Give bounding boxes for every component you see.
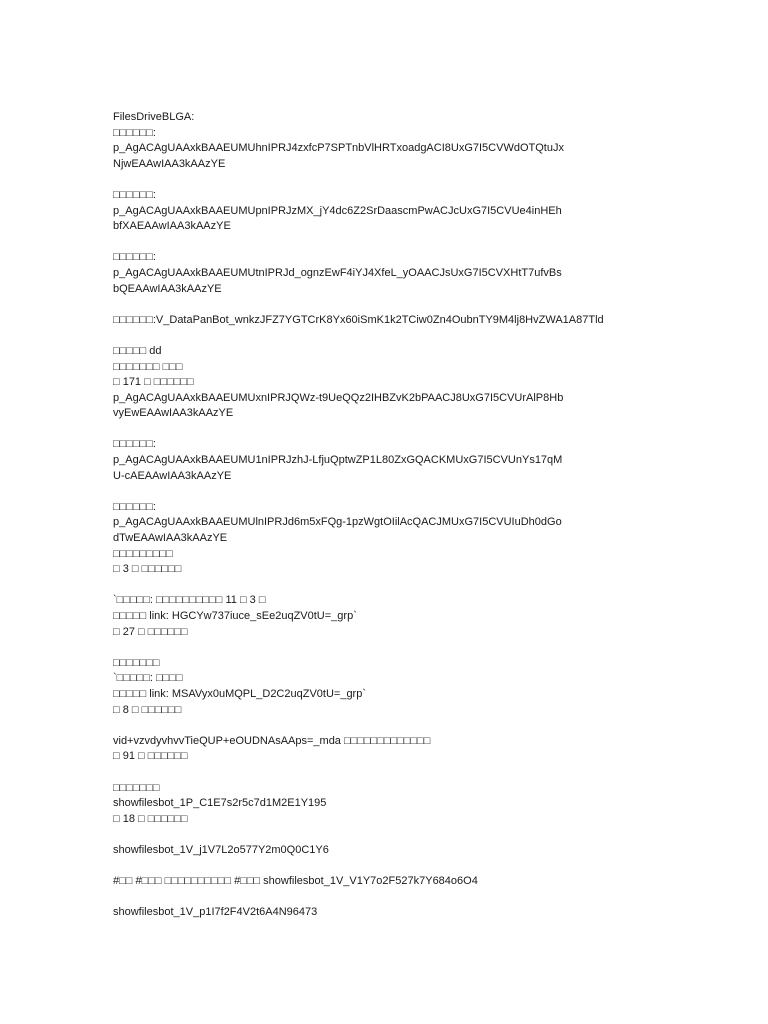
text-line: □ 91 □ □□□□□□ (113, 750, 188, 763)
blank-line (113, 890, 733, 906)
text-line: □□□□□□: (113, 126, 156, 139)
text-line: U-cAEAAwIAA3kAAzYE (113, 469, 232, 482)
document-body (113, 110, 733, 921)
blank-line (113, 578, 733, 594)
text-line: bQEAAwIAA3kAAzYE (113, 282, 222, 295)
text-line: p_AgACAgUAAxkBAAEUMUpnIPRJzMX_jY4dc6Z2SrDaascmPwACJcUxG7I5CVUe4inHEh (113, 204, 562, 217)
text-line: □□□□□ link: HGCYw737iuce_sEe2uqZV0tU=_grp` (113, 610, 357, 622)
text-line: p_AgACAgUAAxkBAAEUMUtnIPRJd_ognzEwF4iYJ4XfeL_yOAACJsUxG7I5CVXHtT7ufvBs (113, 266, 562, 279)
text-line: □ 18 □ □□□□□□ (113, 812, 188, 825)
blank-line (113, 422, 733, 438)
blank-line (113, 297, 733, 313)
blank-line (113, 765, 733, 781)
blank-line (113, 484, 733, 500)
text-line: □□□□□□□ (113, 656, 160, 669)
blank-line (113, 640, 733, 656)
blank-line (113, 328, 733, 344)
text-line: #□□ #□□□ □□□□□□□□□□ #□□□ showfilesbot_1V_V1Y7o2F527k7Y684o6O4 (113, 875, 478, 888)
text-line: □□□□□□: (113, 500, 156, 513)
text-line: NjwEAAwIAA3kAAzYE (113, 157, 226, 170)
text-line: bfXAEAAwIAA3kAAzYE (113, 220, 231, 233)
text-line: p_AgACAgUAAxkBAAEUMUxnIPRJQWz-t9UeQQz2IHBZvK2bPAACJ8UxG7I5CVUrAlP8Hb (113, 391, 564, 404)
text-line: `□□□□□: □□□□□□□□□□ 11 □ 3 □ (113, 594, 266, 607)
text-line: showfilesbot_1V_p1I7f2F4V2t6A4N96473 (113, 906, 318, 919)
text-line: p_AgACAgUAAxkBAAEUMUlnIPRJd6m5xFQg-1pzWgtOIilAcQACJMUxG7I5CVUIuDh0dGo (113, 516, 562, 529)
text-line: □□□□□ dd (113, 344, 162, 357)
text-line: □□□□□□: (113, 251, 156, 264)
text-line: □□□□□□□□□ (113, 547, 173, 560)
text-line: showfilesbot_1P_C1E7s2r5c7d1M2E1Y195 (113, 797, 327, 810)
blank-line (113, 827, 733, 843)
text-line: □□□□□□□ (113, 781, 160, 794)
text-line: dTwEAAwIAA3kAAzYE (113, 532, 228, 545)
text-line: □□□□□ link: MSAVyx0uMQPL_D2C2uqZV0tU=_grp` (113, 687, 367, 700)
text-line: p_AgACAgUAAxkBAAEUMUhnIPRJ4zxfcP7SPTnbVlHRTxoadgACI8UxG7I5CVWdOTQtuJx (113, 142, 564, 155)
text-line: □□□□□□:V_DataPanBot_wnkzJFZ7YGTCrK8Yx60iSmK1k2TCiw0Zn4OubnTY9M4lj8HvZWA1A87Tld (113, 313, 604, 326)
text-line: □□□□□□: (113, 188, 156, 201)
text-line: □ 8 □ □□□□□□ (113, 703, 182, 716)
text-line: vid+vzvdyvhvvTieQUP+eOUDNAsAAps=_mda □□□□□□□□□□□□□ (113, 734, 431, 747)
text-line: □□□□□□□ □□□ (113, 360, 183, 373)
text-line: vyEwEAAwIAA3kAAzYE (113, 407, 234, 420)
blank-line (113, 172, 733, 188)
text-line: □ 3 □ □□□□□□ (113, 563, 182, 576)
text-line: □ 171 □ □□□□□□ (113, 376, 194, 389)
text-line: FilesDriveBLGA: (113, 111, 195, 123)
blank-line (113, 718, 733, 734)
blank-line (113, 859, 733, 875)
text-line: `□□□□□: □□□□ (113, 672, 183, 685)
text-line: p_AgACAgUAAxkBAAEUMU1nIPRJzhJ-LfjuQptwZP1L80ZxGQACKMUxG7I5CVUnYs17qM (113, 454, 563, 467)
text-line: showfilesbot_1V_j1V7L2o577Y2m0Q0C1Y6 (113, 843, 329, 856)
blank-line (113, 235, 733, 251)
text-line: □□□□□□: (113, 438, 156, 451)
text-line: □ 27 □ □□□□□□ (113, 625, 188, 638)
